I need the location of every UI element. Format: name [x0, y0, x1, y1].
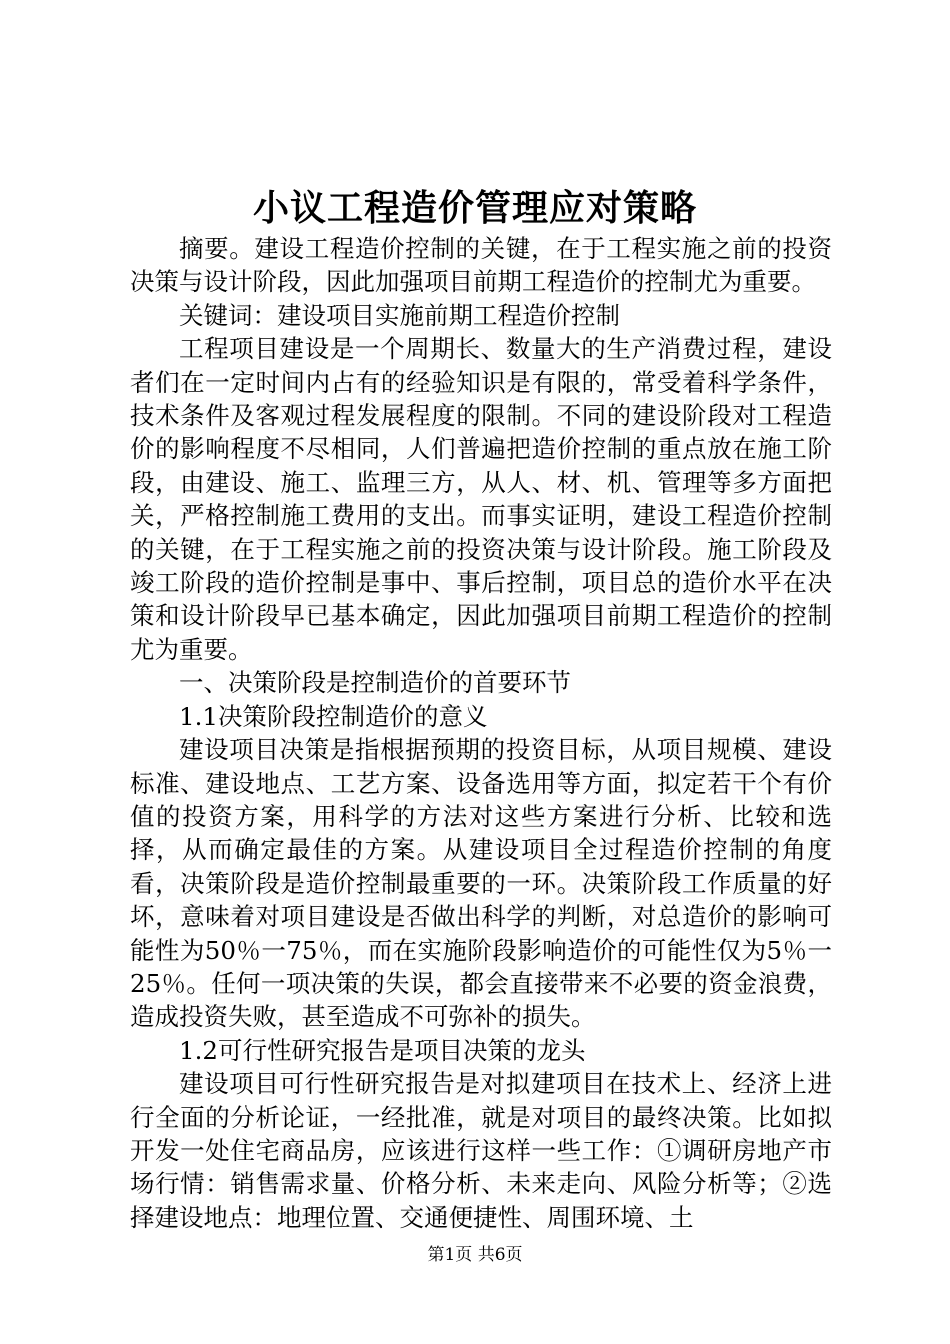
document-title: 小议工程造价管理应对策略 [252, 187, 697, 229]
intro-paragraph: 工程项目建设是一个周期长、数量大的生产消费过程，建设者们在一定时间内占有的经验知识是有限的，常受着科学条件，技术条件及客观过程发展程度的限制。不同的建设阶段对工程造价的影响程度不尽相同，人们普遍把造价控制的重点放在施工阶段，由建设、施工、监理三方，从人、材、机、管理等多方面把关，严格控制施工费用的支出。而事实证明，建设工程造价控制的关键，在于工程实施之前的投资决策与设计阶段。施工阶段及竣工阶段的造价控制是事中、事后控制，项目总的造价水平在决策和设计阶段早已基本确定，因此加强项目前期工程造价的控制尤为重要。 [130, 334, 832, 664]
subsection-heading-1-2: 1.2可行性研究报告是项目决策的龙头 [179, 1035, 586, 1065]
abstract-paragraph: 摘要。建设工程造价控制的关键，在于工程实施之前的投资决策与设计阶段，因此加强项目前期工程造价的控制尤为重要。 [130, 234, 832, 297]
body-paragraph: 建设项目决策是指根据预期的投资目标，从项目规模、建设标准、建设地点、工艺方案、设备选用等方面，拟定若干个有价值的投资方案，用科学的方法对这些方案进行分析、比较和选择，从而确定最佳的方案。从建设项目全过程造价控制的角度看，决策阶段是造价控制最重要的一环。决策阶段工作质量的好坏，意味着对项目建设是否做出科学的判断，对总造价的影响可能性为50％一75％，而在实施阶段影响造价的可能性仅为5％一25％。任何一项决策的失误，都会直接带来不必要的资金浪费，造成投资失败，甚至造成不可弥补的损失。 [130, 735, 832, 1032]
keywords-paragraph: 关键词：建设项目实施前期工程造价控制 [179, 300, 620, 330]
subsection-heading-1-1: 1.1决策阶段控制造价的意义 [179, 701, 488, 731]
page-footer: 第1页 共6页 [427, 1245, 523, 1265]
document-body [130, 232, 832, 1234]
section-heading-1: 一、决策阶段是控制造价的首要环节 [179, 668, 571, 698]
body-paragraph: 建设项目可行性研究报告是对拟建项目在技术上、经济上进行全面的分析论证，一经批准，就是对项目的最终决策。比如拟开发一处住宅商品房，应该进行这样一些工作：①调研房地产市场行情：销售需求量、价格分析、未来走向、风险分析等；②选择建设地点：地理位置、交通便捷性、周围环境、土 [130, 1069, 832, 1232]
